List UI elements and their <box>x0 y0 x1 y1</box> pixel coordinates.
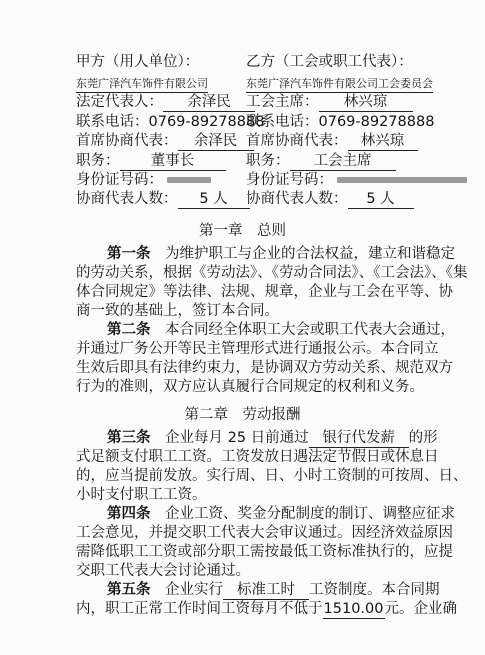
article-2-line-1: 第二条 本合同经全体职工大会或职工代表大会通过， <box>107 322 455 338</box>
party-b-chief-negotiator: 首席协商代表： 林兴琼 <box>246 131 418 151</box>
party-b-position: 职务： 工会主席 <box>246 151 396 171</box>
article-2-line-2: 并通过厂务公开等民主管理形式进行通报公示。本合同立 <box>76 341 439 357</box>
article-1-line-4: 商一致的基础上，签订本合同。 <box>76 303 279 319</box>
party-b-phone: 联系电话：0769-89278888 <box>246 114 435 130</box>
article-2-line-4: 行为的准则，双方应认真履行合同规定的权利和义务。 <box>76 379 424 395</box>
article-4-line-2: 工会意见，并提交职工代表大会审议通过。因经济效益原因 <box>76 525 453 541</box>
article-3-line-2: 式足额支付职工工资。工资发放日遇法定节假日或休息日 <box>76 449 439 465</box>
party-b-company: 东莞广泽汽车饰件有限公司工会委员会 <box>246 74 433 94</box>
article-4-line-3: 需降低职工工资或部分职工需按最低工资标准执行的，应提 <box>76 544 453 560</box>
party-a-position: 职务： 董事长 <box>76 151 226 171</box>
party-b-id-number: 身份证号码： <box>246 170 467 190</box>
article-4-line-1: 第四条 企业工资、奖金分配制度的制订、调整应征求 <box>107 506 455 522</box>
article-3-line-3: 的，应当提前发放。实行周、日、小时工资制的可按周、日、 <box>76 468 468 484</box>
article-1-line-1: 第一条 为维护职工与企业的合法权益，建立和谐稳定 <box>107 246 455 262</box>
article-3-line-4: 小时支付职工工资。 <box>76 487 207 503</box>
chapter-2-title: 第二章 劳动报酬 <box>184 407 301 423</box>
party-b-rep-count: 协商代表人数： 5 人 <box>246 189 414 209</box>
party-a-phone: 联系电话：0769-89278888 <box>76 114 265 130</box>
party-b-union-chair: 工会主席： 林兴琼 <box>246 92 413 112</box>
redacted-id-mark <box>167 177 211 183</box>
party-a-id-number: 身份证号码： <box>76 170 211 190</box>
party-a-heading: 甲方（用人单位）： <box>76 54 200 70</box>
chapter-1-title: 第一章 总则 <box>199 223 286 239</box>
article-4-line-4: 交职工代表大会讨论通过。 <box>76 563 250 579</box>
article-2-line-3: 生效后即具有法律约束力，是协调双方劳动关系、规范双方 <box>76 360 453 376</box>
redacted-id-mark <box>337 177 467 183</box>
article-5-line-2: 内，职工正常工作时间工资每月不低于1510.00元。企业确 <box>76 601 457 617</box>
article-1-line-2: 的劳动关系，根据《劳动法》、《劳动合同法》、《工会法》、《集 <box>76 265 468 281</box>
article-3-line-1: 第三条 企业每月 25 日前通过 银行代发薪 的形 <box>107 430 438 446</box>
party-b-heading: 乙方（工会或职工代表）： <box>246 54 413 70</box>
article-5-line-1: 第五条 企业实行 标准工时 工资制度。本合同期 <box>107 582 440 598</box>
party-a-rep-count: 协商代表人数： 5 人 <box>76 189 250 209</box>
party-a-legal-rep: 法定代表人： 余泽民 <box>76 92 255 112</box>
party-a-chief-negotiator: 首席协商代表： 余泽民 <box>76 131 254 151</box>
party-a-company: 东莞广泽汽车饰件有限公司 <box>76 74 208 94</box>
article-1-line-3: 体合同规定》等法律、法规、规章，企业与工会在平等、协 <box>76 284 453 300</box>
